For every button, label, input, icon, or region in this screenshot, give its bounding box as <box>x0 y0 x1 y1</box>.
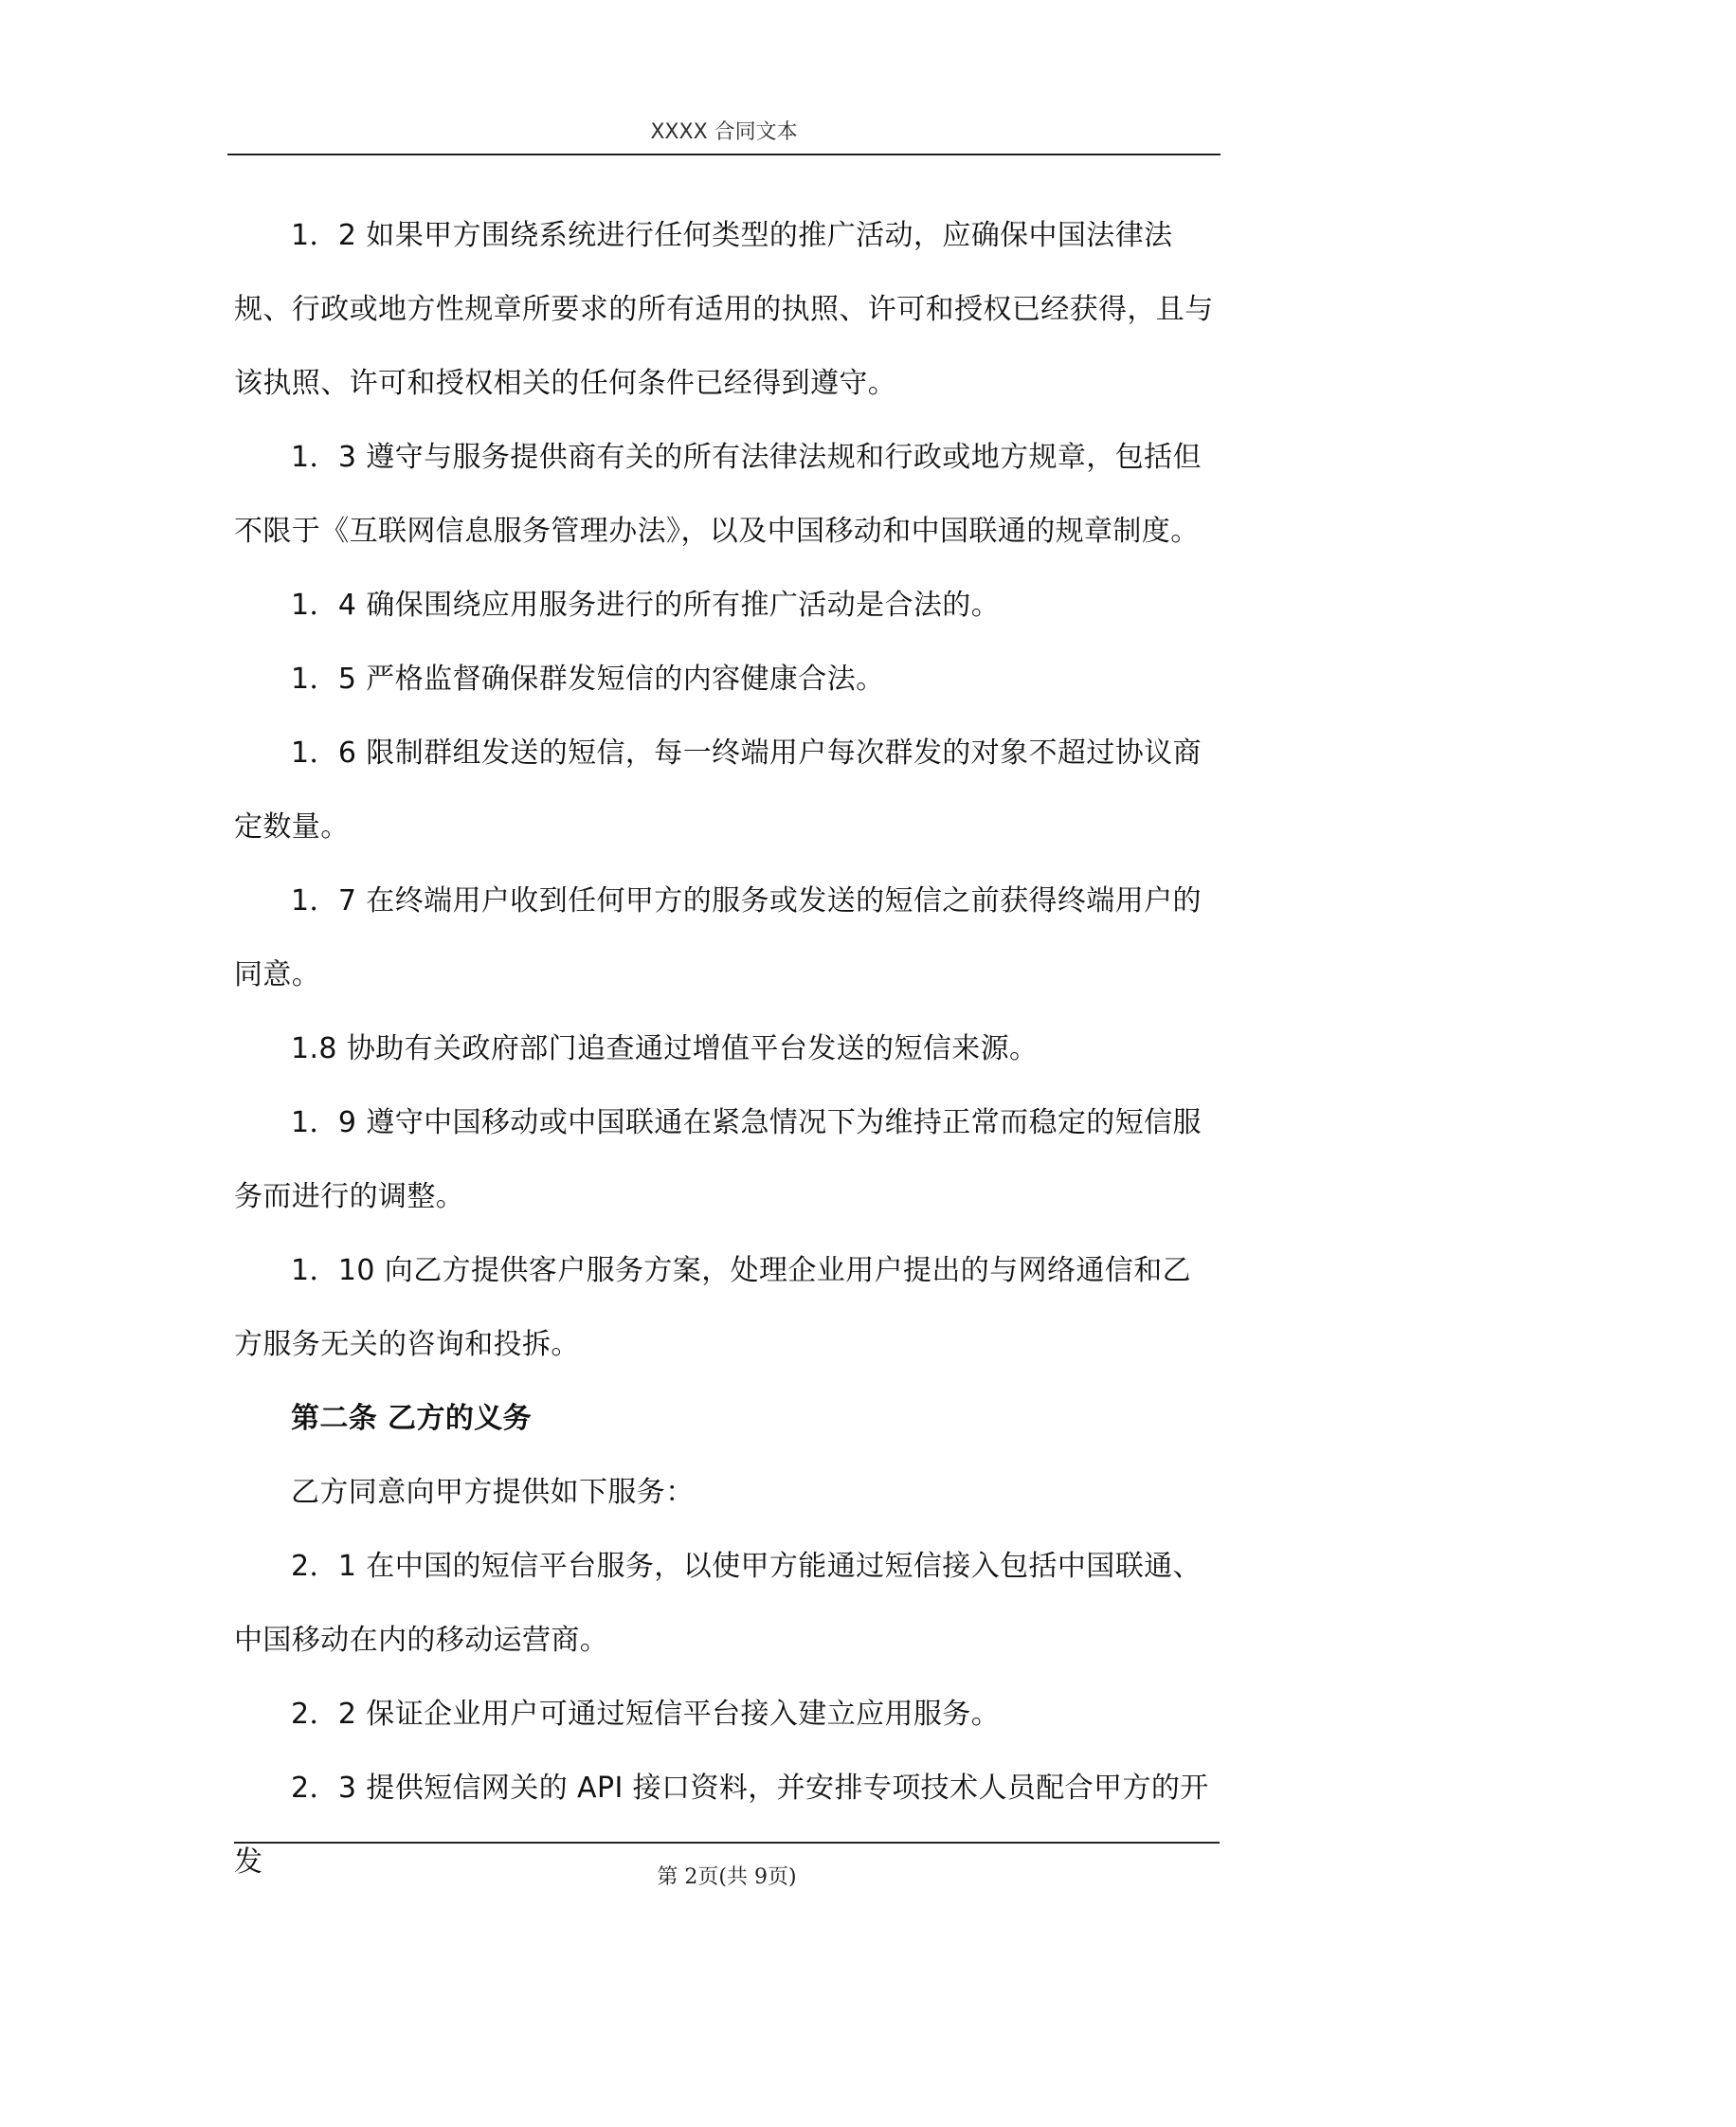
clause-1-9: 1．9 遵守中国移动或中国联通在紧急情况下为维持正常而稳定的短信服务而进行的调整。 <box>234 1106 1202 1213</box>
clause-2-1: 2．1 在中国的短信平台服务，以使甲方能通过短信接入包括中国联通、中国移动在内的移动运营商。 <box>234 1550 1202 1657</box>
clause-1-6: 1．6 限制群组发送的短信，每一终端用户每次群发的对象不超过协议商定数量。 <box>234 736 1202 844</box>
section-2-intro: 乙方同意向甲方提供如下服务： <box>291 1476 695 1509</box>
clause-1-4: 1．4 确保围绕应用服务进行的所有推广活动是合法的。 <box>291 589 1001 622</box>
footer-divider <box>234 1842 1220 1844</box>
page-header-title: XXXX 合同文本 <box>650 120 798 144</box>
header-divider <box>227 154 1221 155</box>
clause-2-3: 2．3 提供短信网关的 API 接口资料，并安排专项技术人员配合甲方的开发 <box>234 1772 1209 1879</box>
section-2-heading: 第二条 乙方的义务 <box>291 1402 533 1435</box>
document-body <box>234 199 1220 1900</box>
clause-1-10: 1．10 向乙方提供客户服务方案，处理企业用户提出的与网络通信和乙方服务无关的咨询和投拆。 <box>234 1254 1191 1361</box>
clause-1-5: 1．5 严格监督确保群发短信的内容健康合法。 <box>291 663 885 696</box>
clause-2-2: 2．2 保证企业用户可通过短信平台接入建立应用服务。 <box>291 1698 1001 1731</box>
page-number: 第 2页(共 9页) <box>657 1865 797 1889</box>
clause-1-3: 1．3 遵守与服务提供商有关的所有法律法规和行政或地方规章，包括但不限于《互联网信息服务管理办法》，以及中国移动和中国联通的规章制度。 <box>234 441 1202 548</box>
clause-1-8: 1.8 协助有关政府部门追查通过增值平台发送的短信来源。 <box>291 1032 1039 1065</box>
clause-1-7: 1．7 在终端用户收到任何甲方的服务或发送的短信之前获得终端用户的同意。 <box>234 884 1202 991</box>
clause-1-2: 1．2 如果甲方围绕系统进行任何类型的推广活动，应确保中国法律法规、行政或地方性规章所要求的所有适用的执照、许可和授权已经获得，且与该执照、许可和授权相关的任何条件已经得到遵守。 <box>234 219 1214 400</box>
